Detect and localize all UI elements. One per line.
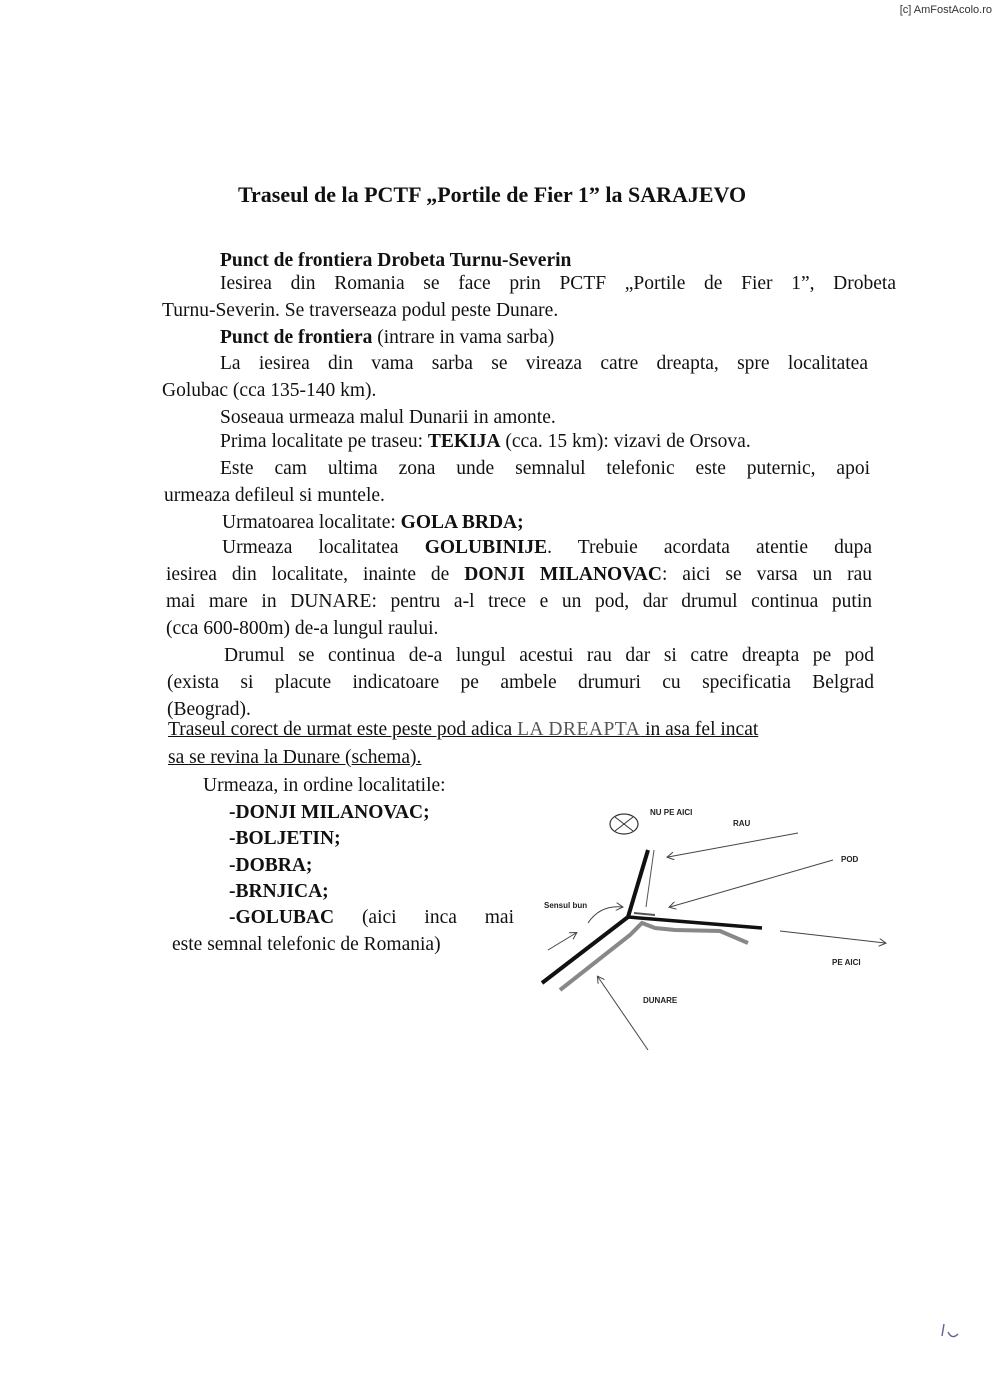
heading-bold: Punct de frontiera bbox=[220, 327, 373, 348]
list-item-last bbox=[229, 908, 514, 928]
p7-l2-post: : aici se varsa un rau bbox=[661, 564, 872, 585]
p4-pre: Prima localitate pe traseu: bbox=[220, 431, 428, 452]
label-pod: POD bbox=[841, 855, 859, 864]
list-item-last-line2: este semnal telefonic de Romania) bbox=[172, 934, 441, 955]
p7-line1 bbox=[222, 538, 872, 558]
p2-line2: Golubac (cca 135-140 km). bbox=[162, 380, 377, 401]
arrow-rau bbox=[668, 833, 798, 857]
list-intro: Urmeaza, in ordine localitatile: bbox=[203, 775, 446, 796]
p6-pre: Urmatoarea localitate: bbox=[222, 512, 401, 533]
pen-mark bbox=[938, 1322, 968, 1344]
p7-l2-bold: DONJI MILANOVAC bbox=[464, 564, 662, 585]
label-nu-pe-aici: NU PE AICI bbox=[650, 808, 693, 817]
list-item: -BOLJETIN; bbox=[229, 828, 341, 849]
danube-bank-line bbox=[560, 923, 748, 990]
label-rau: RAU bbox=[733, 819, 751, 828]
p9-l1-gray: LA DREAPTA bbox=[517, 719, 641, 740]
p7-l1-post: . Trebuie acordata atentie dupa bbox=[547, 537, 873, 558]
heading-border-point-drobeta: Punct de frontiera Drobeta Turnu-Severin bbox=[220, 250, 572, 271]
p3: Soseaua urmeaza malul Dunarii in amonte. bbox=[220, 407, 556, 428]
heading-rest: (intrare in vama sarba) bbox=[372, 327, 555, 348]
p7-l1-bold: GOLUBINIJE bbox=[424, 537, 548, 558]
route-scheme-diagram bbox=[530, 795, 900, 1060]
p8-line3: (Beograd). bbox=[167, 699, 251, 720]
p9-line1 bbox=[168, 720, 758, 740]
p1-line1: Iesirea din Romania se face prin PCTF „Portile de Fier 1”, Drobeta bbox=[220, 273, 896, 294]
list-item: -DOBRA; bbox=[229, 855, 313, 876]
p9-line2: sa se revina la Dunare (schema). bbox=[168, 747, 422, 768]
p9-l1-post: in asa fel incat bbox=[640, 719, 759, 740]
p4-bold: TEKIJA bbox=[427, 431, 501, 452]
p7-line2 bbox=[166, 565, 872, 585]
p6 bbox=[222, 513, 524, 533]
p7-l1-pre: Urmeaza localitatea bbox=[222, 537, 425, 558]
watermark: [c] AmFostAcolo.ro bbox=[899, 4, 992, 16]
arrow-sensul-bun-curve bbox=[588, 907, 622, 923]
list-item-rest: (aici inca mai bbox=[334, 907, 514, 928]
p8-line1: Drumul se continua de-a lungul acestui rau dar si catre dreapta pe pod bbox=[224, 645, 874, 666]
p1-line2: Turnu-Severin. Se traverseaza podul peste Dunare. bbox=[162, 300, 559, 321]
p8-line2: (exista si placute indicatoare pe ambele drumuri cu specificatia Belgrad bbox=[167, 672, 874, 693]
p6-bold: GOLA BRDA; bbox=[400, 512, 524, 533]
p9-l1-pre: Traseul corect de urmat este peste pod adica bbox=[168, 719, 518, 740]
p5-line1: Este cam ultima zona unde semnalul telefonic este puternic, apoi bbox=[220, 458, 870, 479]
p5-line2: urmeaza defileul si muntele. bbox=[164, 485, 385, 506]
label-sensul-bun: Sensul bun bbox=[544, 901, 588, 910]
p2-line1: La iesirea din vama sarba se vireaza catre dreapta, spre localitatea bbox=[220, 353, 868, 374]
river-road-line bbox=[628, 850, 648, 917]
list-item: -DONJI MILANOVAC; bbox=[229, 802, 430, 823]
p4-post: (cca. 15 km): vizavi de Orsova. bbox=[500, 431, 751, 452]
arrow-dunare bbox=[598, 977, 648, 1050]
list-item-bold: -GOLUBAC bbox=[229, 907, 335, 928]
p7-l2-pre: iesirea din localitate, inainte de bbox=[166, 564, 465, 585]
no-entry-icon bbox=[610, 814, 638, 834]
label-dunare: DUNARE bbox=[643, 996, 678, 1005]
p7-line4: (cca 600-800m) de-a lungul raului. bbox=[166, 618, 439, 639]
bridge-marks bbox=[634, 913, 655, 915]
arrow-pe-aici bbox=[780, 931, 885, 943]
arrow-sensul-bun bbox=[548, 933, 576, 950]
page-title: Traseul de la PCTF „Portile de Fier 1” la SARAJEVO bbox=[238, 182, 747, 207]
heading-border-point-serbian bbox=[220, 328, 554, 348]
p7-line3: mai mare in DUNARE: pentru a-l trece e un pod, dar drumul continua putin bbox=[166, 591, 872, 612]
label-pe-aici: PE AICI bbox=[832, 958, 861, 967]
list-item: -BRNJICA; bbox=[229, 881, 329, 902]
arrow-pod bbox=[670, 860, 833, 907]
main-road-line bbox=[542, 917, 628, 983]
p4 bbox=[220, 432, 751, 452]
